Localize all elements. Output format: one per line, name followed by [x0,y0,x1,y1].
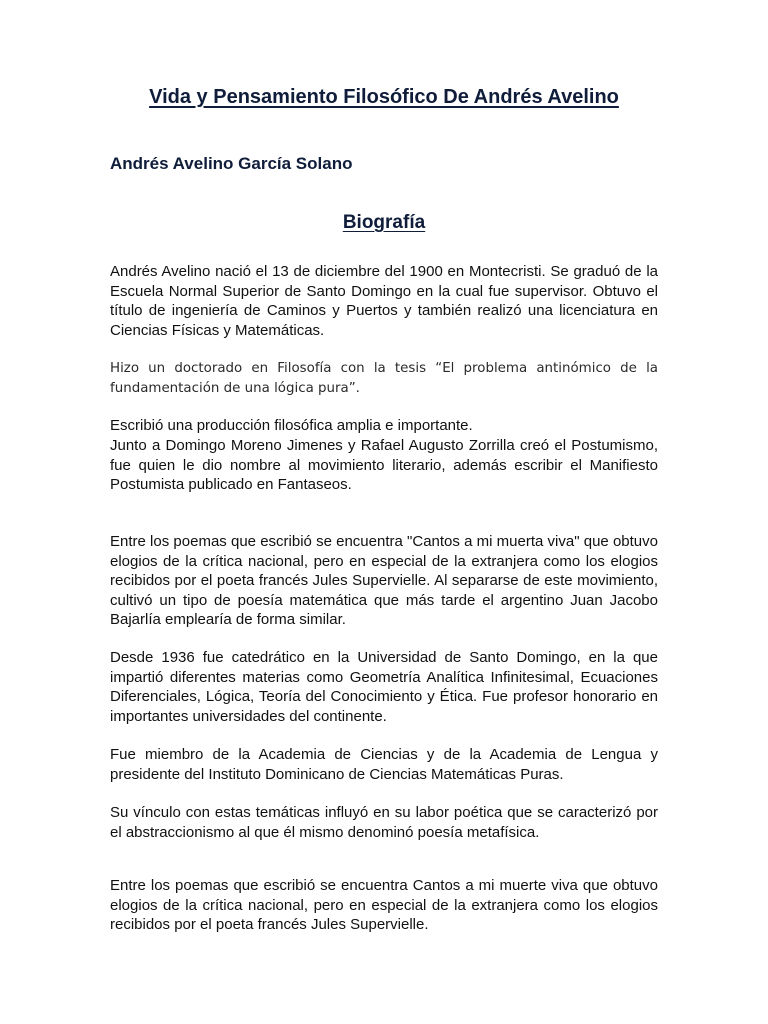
section-heading: Biografía [342,212,426,233]
paragraph-metaphysics: Su vínculo con estas temáticas influyó en su labor poética que se caracterizó por el abstraccionismo al que él mismo denominó poesía metafísica. [110,804,658,841]
author-name: Andrés Avelino García Solano [110,154,353,173]
document-title: Vida y Pensamiento Filosófico De Andrés Avelino [149,86,619,108]
paragraph-academies: Fue miembro de la Academia de Ciencias y de la Academia de Lengua y presidente del Instituto Dominicano de Ciencias Matemáticas Puras. [110,746,658,783]
paragraph-production: Escribió una producción filosófica amplia e importante. [110,417,473,434]
paragraph-poems-repeat: Entre los poemas que escribió se encuentra Cantos a mi muerte viva que obtuvo elogios de la crítica nacional, pero en especial de la extranjera como los elogios recibidos por el poeta francés Jules Supervielle. [110,877,658,933]
paragraph-postumismo: Junto a Domingo Moreno Jimenes y Rafael Augusto Zorrilla creó el Postumismo, fue quien le dio nombre al movimiento literario, además escribir el Manifiesto Postumista publicado en Fantaseos. [110,437,658,493]
paragraph-professor: Desde 1936 fue catedrático en la Universidad de Santo Domingo, en la que impartió diferentes materias como Geometría Analítica Infinitesimal, Ecuaciones Diferenciales, Lógica, Teoría del Conocimiento y Ética. Fue profesor honorario en importantes universidades del continente. [110,649,658,725]
paragraph-poems: Entre los poemas que escribió se encuentra "Cantos a mi muerta viva" que obtuvo elogios de la crítica nacional, pero en especial de la extranjera como los elogios recibidos por el poeta francés Jules Supervielle. Al separarse de este movimiento, cultivó un tipo de poesía matemática que más tarde el argentino Juan Jacobo Bajarlía emplearía de forma similar. [110,533,658,628]
paragraph-birth: Andrés Avelino nació el 13 de diciembre del 1900 en Montecristi. Se graduó de la Escuela Normal Superior de Santo Domingo en la cual fue supervisor. Obtuvo el título de ingeniería de Caminos y Puertos y también realizó una licenciatura en Ciencias Físicas y Matemáticas. [110,263,658,339]
paragraph-doctorate: Hizo un doctorado en Filosofía con la tesis “El problema antinómico de la fundamentación de una lógica pura”. [110,361,658,396]
